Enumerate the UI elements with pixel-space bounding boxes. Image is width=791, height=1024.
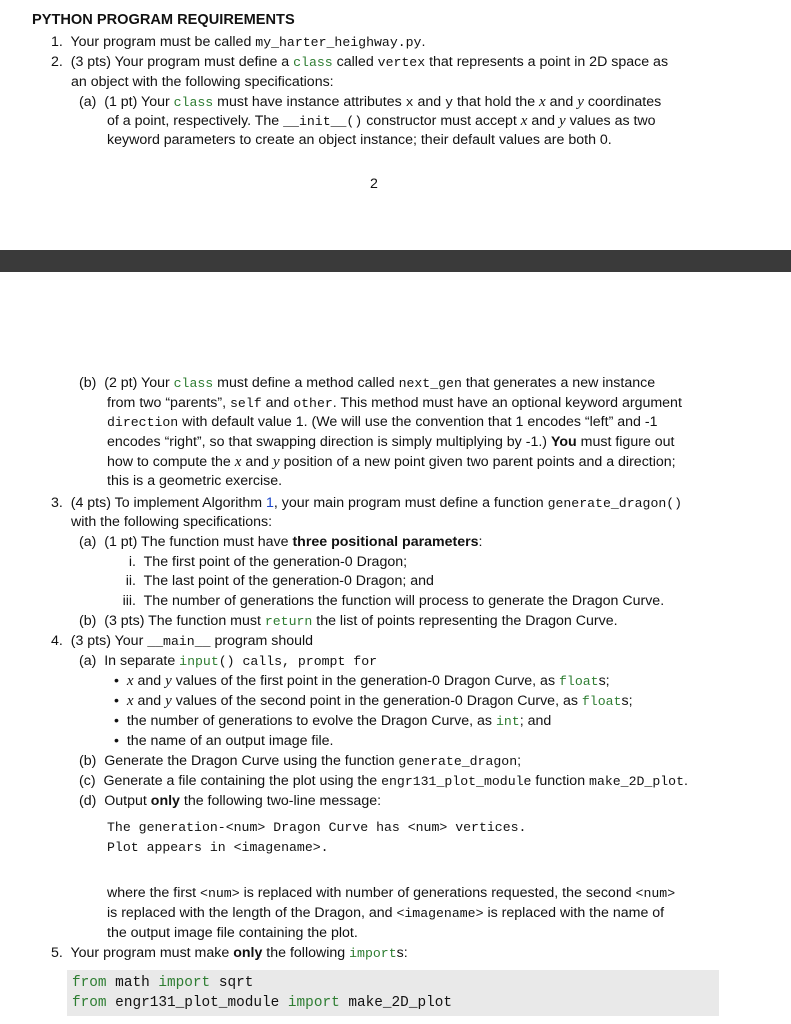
page-heading: PYTHON PROGRAM REQUIREMENTS xyxy=(32,12,295,28)
item-4a-bullet-1: • x and y values of the first point in the generation-0 Dragon Curve, as floats; xyxy=(114,673,610,689)
item-4c: (c) Generate a file containing the plot using the engr131_plot_module function make_2D_plot. xyxy=(79,773,688,789)
output-message-line-1: The generation-<num> Dragon Curve has <num> vertices. xyxy=(107,820,527,835)
item-2a-line-2: of a point, respectively. The __init__() constructor must accept x and y values as two xyxy=(107,113,656,129)
item-2b-line-6: this is a geometric exercise. xyxy=(107,473,283,489)
item-4d: (d) Output only the following two-line message: xyxy=(79,793,382,809)
algorithm-ref-link[interactable]: 1 xyxy=(266,495,274,511)
item-3a-iii: iii. The number of generations the function will process to generate the Dragon Curve. xyxy=(122,593,665,609)
function-generate-dragon: generate_dragon() xyxy=(547,496,683,511)
item-3: 3. (4 pts) To implement Algorithm 1, your main program must define a function generate_dragon() xyxy=(51,495,683,511)
item-4b: (b) Generate the Dragon Curve using the function generate_dragon; xyxy=(79,753,522,769)
item-2: 2. (3 pts) Your program must define a class called vertex that represents a point in 2D space as xyxy=(51,54,669,70)
code-line-2: from engr131_plot_module import make_2D_plot xyxy=(72,995,452,1011)
item-4a-bullet-2: • x and y values of the second point in the generation-0 Dragon Curve, as floats; xyxy=(114,693,633,709)
item-3a-ii: ii. The last point of the generation-0 Dragon; and xyxy=(125,573,434,589)
method-next-gen: next_gen xyxy=(398,376,462,391)
item-2-line-2: an object with the following specifications: xyxy=(71,74,334,90)
item-4: 4. (3 pts) Your __main__ program should xyxy=(51,633,314,649)
item-2a-line-3: keyword parameters to create an object instance; their default values are both 0. xyxy=(107,132,612,148)
output-message-line-2: Plot appears in <imagename>. xyxy=(107,840,329,855)
item-4d-where-3: the output image file containing the plot. xyxy=(107,925,358,941)
item-2b: (b) (2 pt) Your class must define a method called next_gen that generates a new instance xyxy=(79,375,656,391)
item-2b-line-3: direction with default value 1. (We will use the convention that 1 encodes “left” and -1 xyxy=(107,414,658,430)
filename: my_harter_heighway.py xyxy=(255,35,422,50)
item-1: 1. Your program must be called my_harter_heighway.py. xyxy=(51,34,426,50)
item-2a: (a) (1 pt) Your class must have instance attributes x and y that hold the x and y coordinates xyxy=(79,94,662,110)
item-3a-i: i. The first point of the generation-0 Dragon; xyxy=(128,554,408,570)
item-2b-line-4: encodes “right”, so that swapping direction is simply multiplying by -1.) You must figure out xyxy=(107,434,675,450)
page-number: 2 xyxy=(370,176,378,192)
item-4d-where-1: where the first <num> is replaced with number of generations requested, the second <num> xyxy=(107,885,676,901)
page-divider xyxy=(0,250,791,272)
item-2b-line-2: from two “parents”, self and other. This method must have an optional keyword argument xyxy=(107,395,682,411)
class-name: vertex xyxy=(377,55,426,70)
code-line-1: from math import sqrt xyxy=(72,975,254,991)
item-2b-line-5: how to compute the x and y position of a new point given two parent points and a direction; xyxy=(107,454,676,470)
init-method: __init__() xyxy=(283,114,363,129)
keyword-class: class xyxy=(293,55,333,70)
item-4a-bullet-3: • the number of generations to evolve the Dragon Curve, as int; and xyxy=(114,713,552,729)
item-5: 5. Your program must make only the following imports: xyxy=(51,945,408,961)
item-3b: (b) (3 pts) The function must return the list of points representing the Dragon Curve. xyxy=(79,613,618,629)
item-number: 1. xyxy=(51,34,63,50)
item-4a-bullet-4: • the name of an output image file. xyxy=(114,733,334,749)
item-4a: (a) In separate input() calls, prompt for xyxy=(79,653,378,669)
item-3a: (a) (1 pt) The function must have three positional parameters: xyxy=(79,534,483,550)
item-3-line-2: with the following specifications: xyxy=(71,514,273,530)
item-4d-where-2: is replaced with the length of the Dragon, and <imagename> is replaced with the name of xyxy=(107,905,665,921)
